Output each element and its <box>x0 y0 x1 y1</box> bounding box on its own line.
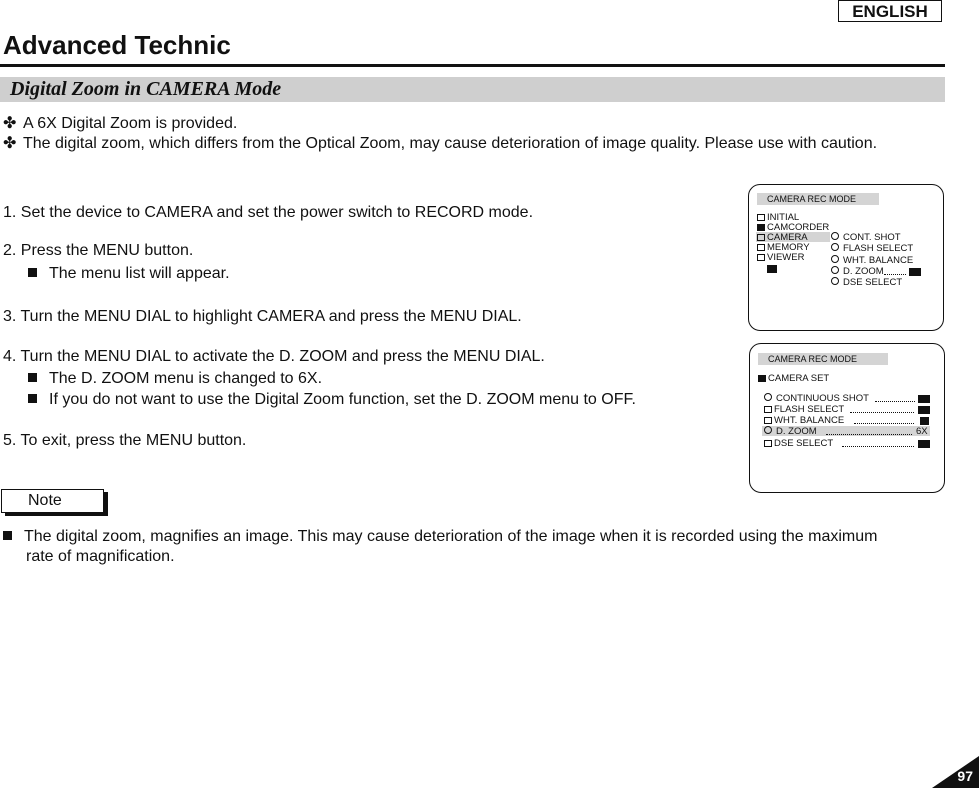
screen1-right-item: FLASH SELECT <box>831 243 913 254</box>
radio-icon <box>831 243 839 251</box>
screen1-right-item: D. ZOOM <box>831 266 884 277</box>
screen1-left-item: VIEWER <box>757 252 804 263</box>
radio-icon <box>831 277 839 285</box>
note-label: Note <box>1 489 104 513</box>
section-title: Digital Zoom in CAMERA Mode <box>10 78 282 100</box>
dotted-leader <box>884 274 906 275</box>
screen1-left-item: INITIAL <box>757 212 799 223</box>
step-5: 5. To exit, press the MENU button. <box>3 432 247 449</box>
note-text-cont: rate of magnification. <box>26 548 175 565</box>
screen2-item: CONTINUOUS SHOT <box>764 393 869 404</box>
viewer-icon <box>757 254 765 261</box>
screen1-left-item: CAMERA <box>757 232 808 243</box>
shot-icon <box>918 395 930 403</box>
step-3: 3. Turn the MENU DIAL to highlight CAMERA and press the MENU DIAL. <box>3 308 522 325</box>
radio-icon <box>764 393 772 401</box>
camcorder-icon <box>757 224 765 231</box>
dotted-leader <box>875 401 915 402</box>
step-4-bullet-2 <box>28 391 636 409</box>
wb-mode-icon <box>920 417 929 425</box>
step-2: 2. Press the MENU button. <box>3 242 194 259</box>
screen2-item: DSE SELECT <box>764 438 833 449</box>
bullet-text: The D. ZOOM menu is changed to 6X. <box>49 370 323 387</box>
screen1-header: CAMERA REC MODE <box>757 193 879 205</box>
step-4-bullet-1 <box>28 370 322 388</box>
step-1: 1. Set the device to CAMERA and set the power switch to RECORD mode. <box>3 204 534 221</box>
menu-screen-2 <box>749 343 945 493</box>
folder-icon <box>757 214 765 221</box>
flash-mode-icon <box>918 406 930 414</box>
screen2-item: D. ZOOM <box>764 426 817 437</box>
square-bullet-icon <box>28 394 37 403</box>
memory-icon <box>757 244 765 251</box>
wb-icon <box>764 417 772 424</box>
intro-line-2 <box>3 133 877 153</box>
square-bullet-icon <box>3 531 12 540</box>
note-shadow <box>5 513 108 516</box>
language-label: ENGLISH <box>838 0 942 22</box>
radio-icon <box>764 426 772 434</box>
dotted-leader <box>850 412 914 413</box>
intro-text-2: The digital zoom, which differs from the Optical Zoom, may cause deterioration of image quality. Please use with caution. <box>23 135 878 152</box>
section-header <box>0 77 945 102</box>
screen1-right-item: CONT. SHOT <box>831 232 901 243</box>
note-text: The digital zoom, magnifies an image. This may cause deterioration of the image when it is recorded using the maximum <box>24 528 878 545</box>
radio-icon <box>831 255 839 263</box>
screen1-left-item: MEMORY <box>757 242 810 253</box>
cross-bullet-icon: ✤ <box>3 115 17 132</box>
screen2-item: WHT. BALANCE <box>764 415 844 426</box>
step-4: 4. Turn the MENU DIAL to activate the D. ZOOM and press the MENU DIAL. <box>3 348 545 365</box>
intro-line-1 <box>3 113 237 133</box>
cross-bullet-icon: ✤ <box>3 135 17 152</box>
square-bullet-icon <box>28 268 37 277</box>
dse-mode-icon <box>918 440 930 448</box>
bullet-text: The menu list will appear. <box>49 265 230 282</box>
screen1-left-item: CAMCORDER <box>757 222 829 233</box>
radio-icon <box>831 232 839 240</box>
dotted-leader <box>826 434 912 435</box>
title-rule <box>0 64 945 67</box>
menu-screen-1 <box>748 184 944 331</box>
dotted-leader <box>842 446 914 447</box>
dse-icon <box>764 440 772 447</box>
square-bullet-icon <box>28 373 37 382</box>
bullet-text: If you do not want to use the Digital Zoom function, set the D. ZOOM menu to OFF. <box>49 391 636 408</box>
radio-icon <box>831 266 839 274</box>
intro-text-1: A 6X Digital Zoom is provided. <box>23 115 238 132</box>
flash-icon <box>764 406 772 413</box>
dotted-leader <box>854 423 914 424</box>
note-bullet <box>3 528 877 546</box>
screen2-subtitle: CAMERA SET <box>758 373 829 384</box>
screen1-right-item: WHT. BALANCE <box>831 255 913 266</box>
zoom-icon <box>909 268 921 276</box>
camera-icon <box>758 375 766 382</box>
screen2-header: CAMERA REC MODE <box>758 353 888 365</box>
screen1-right-item: DSE SELECT <box>831 277 902 288</box>
camera-icon <box>757 234 765 241</box>
step-2-bullet <box>28 265 230 283</box>
page-number: 97 <box>957 768 973 784</box>
screen2-item: FLASH SELECT <box>764 404 844 415</box>
page-title: Advanced Technic <box>3 30 231 60</box>
screen1-mode-icon <box>767 265 777 273</box>
zoom-value: 6X <box>916 426 928 437</box>
